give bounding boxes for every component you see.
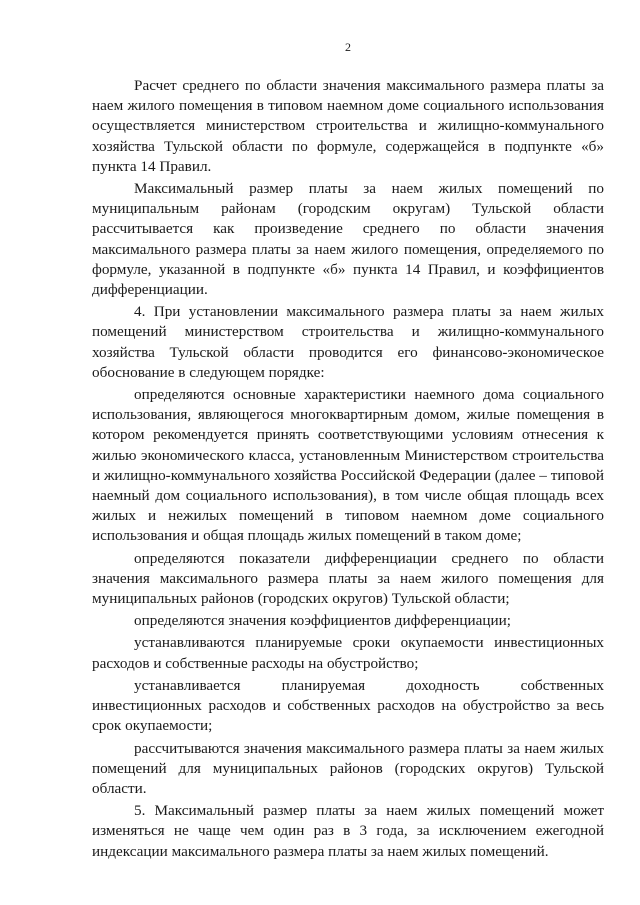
paragraph-municipal-calculation: Максимальный размер платы за наем жилых помещений по муниципальным районам (городским округам) Тульской области рассчитывается как произведение среднего по области значения максимального размера платы за наем жилого помещения, определяемого по формуле, указанной в подпункте «б» пункта 14 Правил, и коэффициентов дифференциации. [92, 180, 604, 299]
paragraph-section-5: 5. Максимальный размер платы за наем жилых помещений может изменяться не чаще чем один раз в 3 года, за исключением ежегодной индексации максимального размера платы за наем жилых помещений. [92, 802, 604, 860]
paragraph-house-characteristics: определяются основные характеристики наемного дома социального использования, являющегося многоквартирным домом, жилые помещения в котором рекомендуется принять соответствующими условиям отнесения к жилью экономического класса, установленным Министерством строительства и жилищно-коммунального хозяйства Российской Федерации (далее – типовой наемный дом социального использования), в том числе общая площадь всех жилых и нежилых помещений в типовом наемном доме социального использования и общая площадь жилых помещений в таком доме; [92, 386, 604, 545]
page-number: 2 [345, 40, 351, 54]
paragraph-differentiation-indicators: определяются показатели дифференциации среднего по области значения максимального размера платы за наем жилого помещения для муниципальных районов (городских округов) Тульской области; [92, 549, 604, 608]
paragraph-coefficient-values: определяются значения коэффициентов дифференциации; [134, 612, 511, 630]
paragraph-average-calculation: Расчет среднего по области значения максимального размера платы за наем жилого помещения в типовом наемном доме социального использования осуществляется министерством строительства и жилищно-коммунального хозяйства Тульской области по формуле, содержащейся в подпункте «б» пункта 14 Правил. [92, 77, 604, 175]
paragraph-payback-periods: устанавливаются планируемые сроки окупаемости инвестиционных расходов и собственные расходы на обустройство; [92, 634, 604, 672]
paragraph-planned-yield: устанавливается планируемая доходность собственных инвестиционных расходов и собственных расходов на обустройство за весь срок окупаемости; [92, 676, 604, 735]
paragraph-section-4: 4. При установлении максимального размера платы за наем жилых помещений министерством строительства и жилищно-коммунального хозяйства Тульской области проводится его финансово-экономическое обоснование в следующем порядке: [92, 303, 604, 381]
paragraph-max-fee-values: рассчитываются значения максимального размера платы за наем жилых помещений для муниципальных районов (городских округов) Тульской области. [92, 739, 604, 797]
